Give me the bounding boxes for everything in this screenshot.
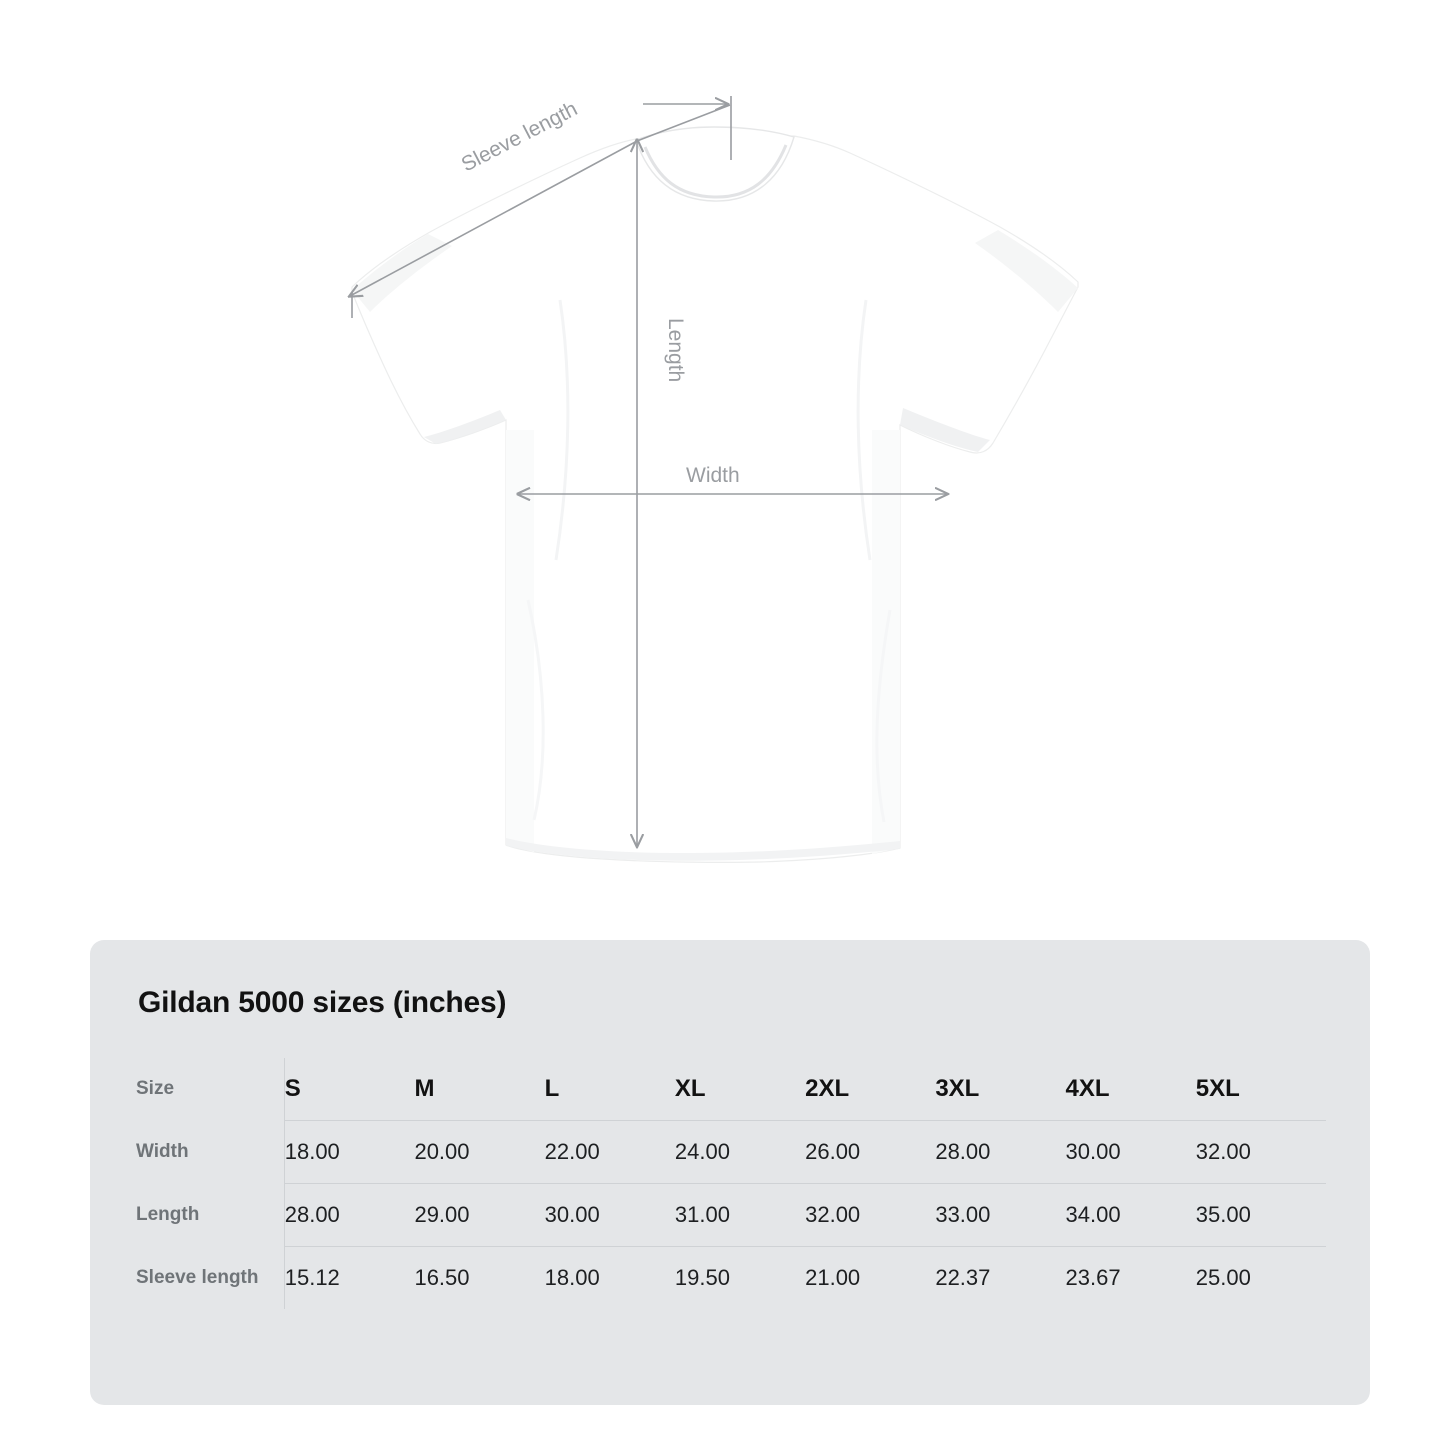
length-annotation-label: Length <box>664 318 687 383</box>
sleeve-length-s: 15.12 <box>284 1247 414 1310</box>
width-4xl: 30.00 <box>1066 1121 1196 1184</box>
width-m: 20.00 <box>414 1121 544 1184</box>
width-2xl: 26.00 <box>805 1121 935 1184</box>
column-header-2xl: 2XL <box>805 1058 935 1121</box>
sleeve-length-xl: 19.50 <box>674 1265 730 1290</box>
size-chart-title: Gildan 5000 sizes (inches) <box>138 986 507 1019</box>
column-header-4xl: 4XL <box>1066 1058 1196 1121</box>
length-2xl: 32.00 <box>805 1184 935 1247</box>
table-header-row <box>136 1058 1326 1121</box>
column-header-l: L <box>545 1058 675 1121</box>
width-xl: 24.00 <box>675 1121 805 1184</box>
row-header-length: Length <box>136 1204 200 1226</box>
length-4xl: 34.00 <box>1066 1184 1196 1247</box>
sleeve-length-l: 18.00 <box>544 1265 600 1290</box>
sleeve-length-4xl: 23.67 <box>1065 1265 1121 1290</box>
length-5xl: 35.00 <box>1196 1184 1326 1247</box>
width-3xl: 28.00 <box>935 1121 1065 1184</box>
length-xl: 31.00 <box>675 1184 805 1247</box>
table-row <box>136 1121 1326 1184</box>
table-row <box>136 1247 1326 1310</box>
width-l: 22.00 <box>545 1121 675 1184</box>
sleeve-length-m: 16.50 <box>414 1265 470 1290</box>
sleeve-length-2xl: 21.00 <box>805 1265 861 1290</box>
table-row <box>136 1184 1326 1247</box>
size-chart-card <box>90 940 1370 1405</box>
length-s: 28.00 <box>284 1184 414 1247</box>
column-header-3xl: 3XL <box>935 1058 1065 1121</box>
column-header-s: S <box>284 1058 414 1121</box>
sleeve-length-5xl: 25.00 <box>1195 1265 1251 1290</box>
size-chart-table <box>136 1058 1326 1309</box>
width-annotation-label: Width <box>686 464 740 487</box>
length-m: 29.00 <box>414 1184 544 1247</box>
column-header-xl: XL <box>675 1058 805 1121</box>
width-s: 18.00 <box>284 1121 414 1184</box>
length-3xl: 33.00 <box>935 1184 1065 1247</box>
sleeve-length-annotation-label: Sleeve length <box>457 97 582 177</box>
width-5xl: 32.00 <box>1196 1121 1326 1184</box>
length-l: 30.00 <box>545 1184 675 1247</box>
row-header-width: Width <box>136 1141 189 1163</box>
row-header-size: Size <box>136 1078 175 1100</box>
column-header-5xl: 5XL <box>1196 1058 1326 1121</box>
sleeve-length-3xl: 22.37 <box>935 1265 991 1290</box>
column-header-m: M <box>414 1058 544 1121</box>
row-header-sleeve-length: Sleeve length <box>136 1267 259 1289</box>
